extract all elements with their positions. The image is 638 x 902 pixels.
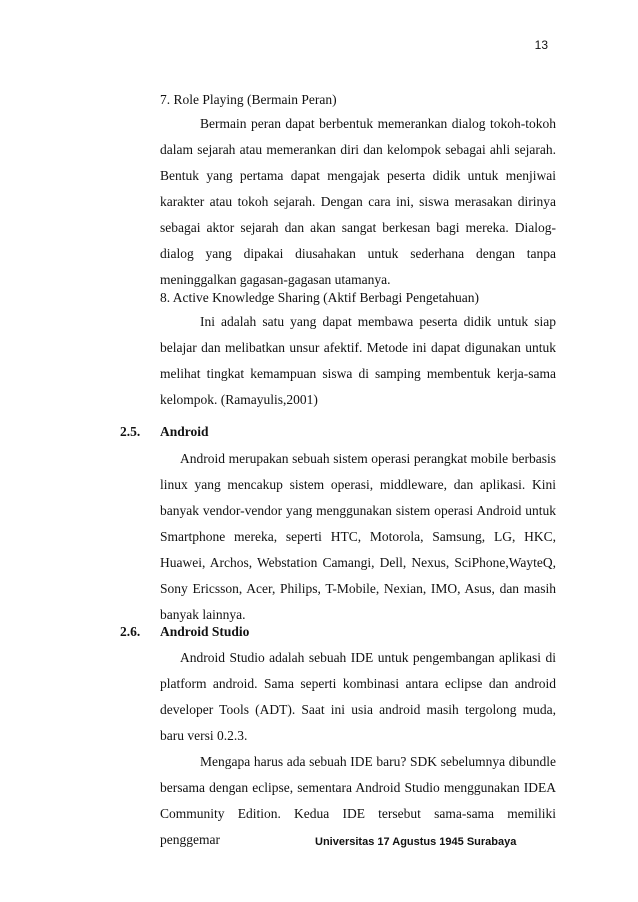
paragraph: Ini adalah satu yang dapat membawa peserta didik untuk siap belajar dan melibatkan unsur afektif. Metode ini dapat digunakan untuk melihat tingkat kemampuan siswa di samping membentuk kerja-sama kelompok. (Ramayulis,2001) [160,314,556,407]
paragraph: Android Studio adalah sebuah IDE untuk pengembangan aplikasi di platform android. Sama seperti kombinasi antara eclipse dan android developer Tools (ADT). Saat ini usia android masih tergolong muda, baru versi 0.2.3. [160,650,556,743]
paragraph: Mengapa harus ada sebuah IDE baru? SDK sebelumnya dibundle bersama dengan eclipse, sementara Android Studio menggunakan IDEA Community Edition. Kedua IDE tersebut sama-sama memiliki penggemar [160,754,556,847]
footer-university: Universitas 17 Agustus 1945 Surabaya [315,836,517,848]
section-title-android: Android [160,424,209,439]
item-title-role-playing: 7. Role Playing (Bermain Peran) [160,92,337,107]
active-knowledge-sharing-body [160,309,556,413]
paragraph: Android merupakan sebuah sistem operasi perangkat mobile berbasis linux yang mencakup sistem operasi, middleware, dan aplikasi. Kini banyak vendor-vendor yang menggunakan sistem operasi Android untuk Smartphone mereka, seperti HTC, Motorola, Samsung, LG, HKC, Huawei, Archos, Webstation Camangi, Dell, Nexus, SciPhone,WayteQ, Sony Ericsson, Acer, Philips, T-Mobile, Nexian, IMO, Asus, dan masih banyak lainnya. [160,451,556,622]
paragraph: Bermain peran dapat berbentuk memerankan dialog tokoh-tokoh dalam sejarah atau memerankan diri dan kelompok sebagai ahli sejarah. Bentuk yang pertama dapat mengajak peserta didik untuk menjiwai karakter atau tokoh sejarah. Dengan cara ini, siswa merasakan dirinya sebagai aktor sejarah dan akan sangat berkesan bagi mereka. Dialog-dialog yang dipakai diusahakan untuk sederhana dengan tanpa meninggalkan gagasan-gagasan utamanya. [160,116,556,287]
section-number-android-studio: 2.6. [120,624,141,639]
section-title-android-studio: Android Studio [160,624,250,639]
android-body [160,446,556,628]
section-number-android: 2.5. [120,424,141,439]
role-playing-body [160,111,556,293]
page-number: 13 [534,38,548,52]
item-title-active-knowledge-sharing: 8. Active Knowledge Sharing (Aktif Berbagi Pengetahuan) [160,290,480,305]
android-studio-body [160,645,556,853]
